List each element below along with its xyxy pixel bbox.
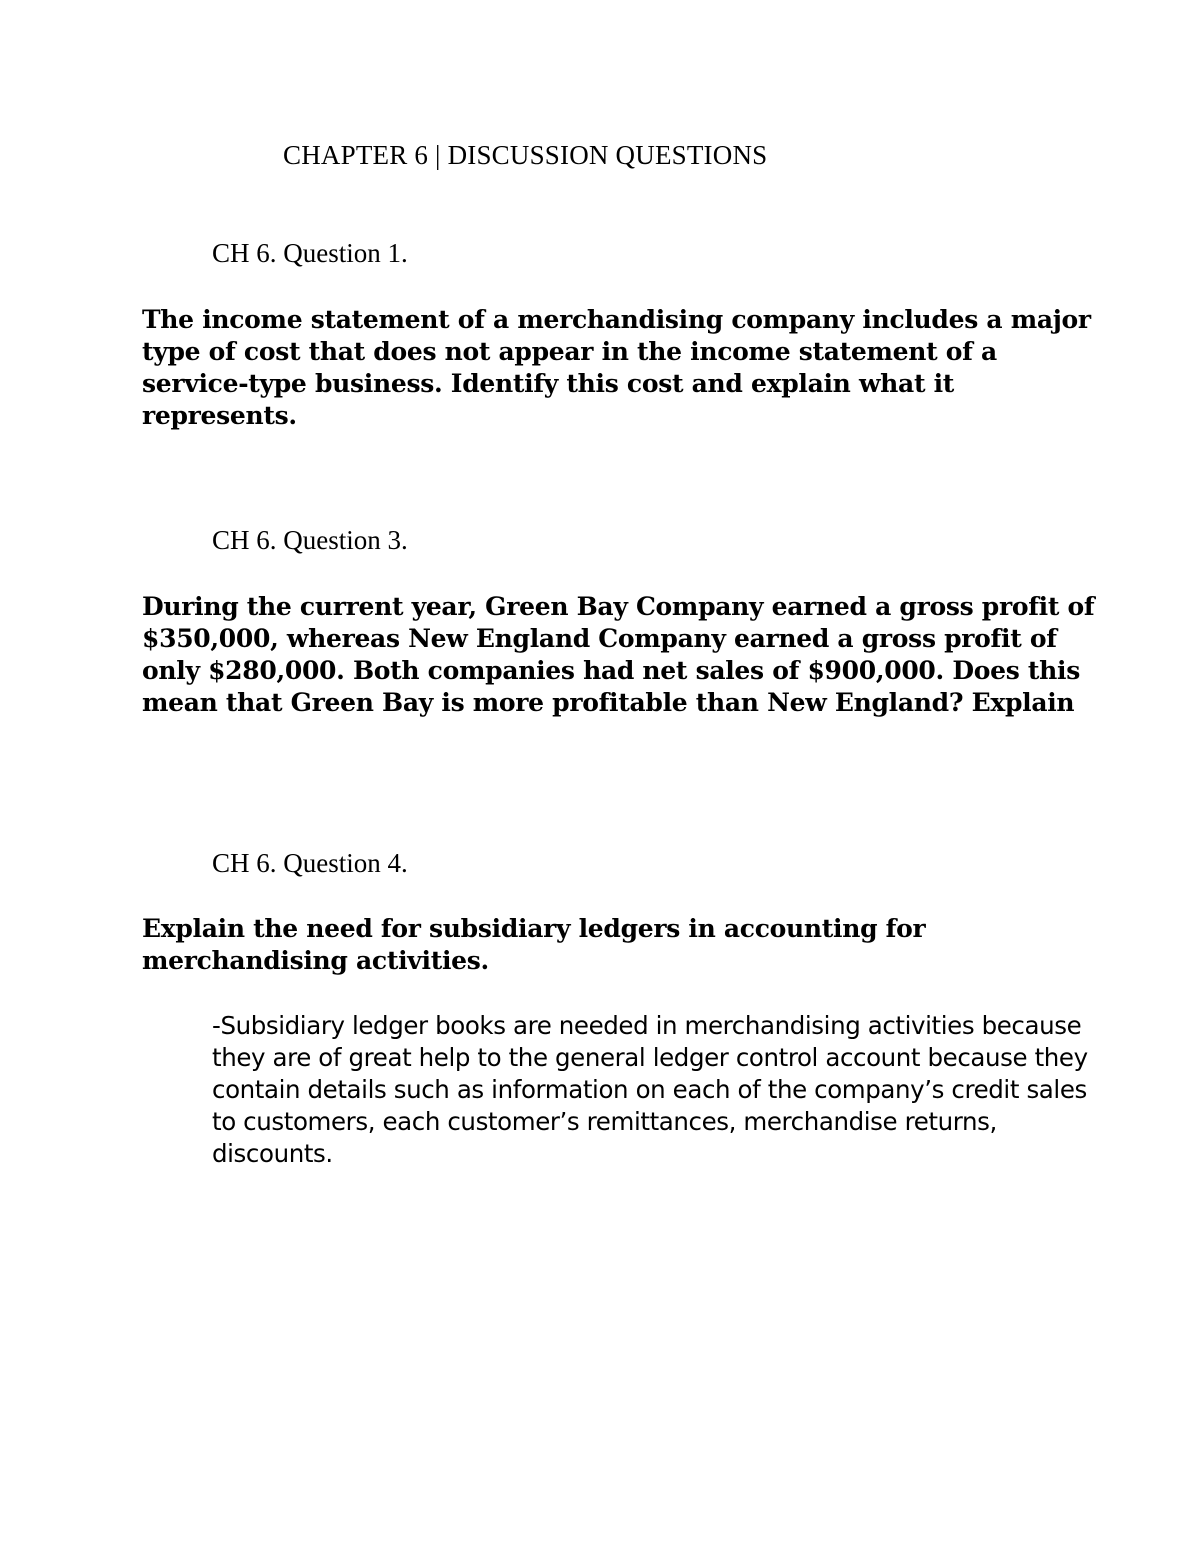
question-4-answer: -Subsidiary ledger books are needed in merchandising activities because they are of great help to the general ledger control account because they contain details such as information on each of the company’s credit sales to customers, each customer’s remittances, merchandise returns, discounts. [212,1011,1088,1168]
question-1-label: CH 6. Question 1. [212,238,408,268]
question-1-text: The income statement of a merchandising company includes a major type of cost that does not appear in the income statement of a service-type business. Identify this cost and explain what it represents. [142,305,1091,430]
question-4-label: CH 6. Question 4. [212,848,408,878]
document-title: CHAPTER 6 | DISCUSSION QUESTIONS [283,140,768,170]
question-4-text: Explain the need for subsidiary ledgers in accounting for merchandising activities. [142,914,926,975]
question-3-label: CH 6. Question 3. [212,525,408,555]
question-3-text: During the current year, Green Bay Company earned a gross profit of $350,000, whereas New England Company earned a gross profit of only $280,000. Both companies had net sales of $900,000. Does this mean that Green Bay is more profitable than New England? Explain [142,592,1095,717]
